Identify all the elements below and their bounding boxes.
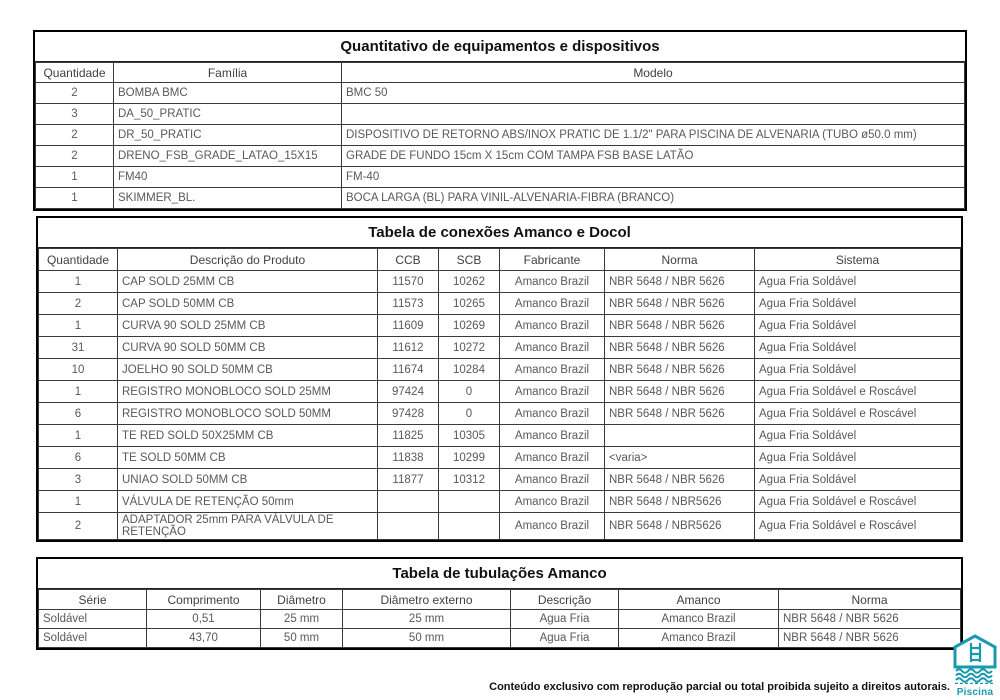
table-cell: 3 <box>36 104 114 125</box>
equipment-table-body <box>36 83 965 209</box>
table-cell <box>439 491 500 513</box>
table-cell: Amanco Brazil <box>500 293 605 315</box>
table-cell: GRADE DE FUNDO 15cm X 15cm COM TAMPA FSB BASE LATÃO <box>342 146 965 167</box>
table-cell: Agua Fria Soldável e Roscável <box>755 381 961 403</box>
table-row <box>39 491 961 513</box>
table-row <box>39 403 961 425</box>
table-cell: 1 <box>36 188 114 209</box>
pool-house-icon <box>953 671 997 688</box>
equipment-table <box>35 62 965 209</box>
table-cell <box>342 104 965 125</box>
table-cell: Amanco Brazil <box>619 610 779 629</box>
table-cell <box>439 513 500 540</box>
table-cell: 1 <box>39 425 118 447</box>
table-cell: Agua Fria Soldável e Roscável <box>755 513 961 540</box>
table-cell: 10299 <box>439 447 500 469</box>
column-header: Série <box>39 590 147 610</box>
table-cell: Agua Fria Soldável <box>755 359 961 381</box>
table-cell: DA_50_PRATIC <box>114 104 342 125</box>
table-cell: 1 <box>39 491 118 513</box>
column-header: Modelo <box>342 63 965 83</box>
connections-table <box>38 248 961 540</box>
table-cell: 2 <box>36 146 114 167</box>
table-cell: NBR 5648 / NBR5626 <box>605 491 755 513</box>
table-cell <box>605 425 755 447</box>
table-cell: 10305 <box>439 425 500 447</box>
column-header: Norma <box>605 249 755 271</box>
table-cell: REGISTRO MONOBLOCO SOLD 25MM <box>118 381 378 403</box>
table-cell: Soldável <box>39 629 147 648</box>
table-cell: Agua Fria Soldável <box>755 425 961 447</box>
table-cell: Agua Fria Soldável <box>755 447 961 469</box>
table-row <box>39 425 961 447</box>
table-cell: NBR 5648 / NBR 5626 <box>779 610 961 629</box>
table-cell: NBR 5648 / NBR 5626 <box>605 315 755 337</box>
pipes-table-body <box>39 610 961 648</box>
table-cell: 11570 <box>378 271 439 293</box>
table-cell: FM40 <box>114 167 342 188</box>
table-cell: 25 mm <box>261 610 343 629</box>
table-cell: Amanco Brazil <box>500 271 605 293</box>
column-header: SCB <box>439 249 500 271</box>
table-header-row <box>39 590 961 610</box>
table-cell: Amanco Brazil <box>500 447 605 469</box>
table-cell: Agua Fria Soldável e Roscável <box>755 491 961 513</box>
column-header: Norma <box>779 590 961 610</box>
table-cell: Amanco Brazil <box>500 359 605 381</box>
table-cell: Agua Fria Soldável e Roscável <box>755 403 961 425</box>
column-header: Sistema <box>755 249 961 271</box>
table-cell: REGISTRO MONOBLOCO SOLD 50MM <box>118 403 378 425</box>
table-cell: ADAPTADOR 25mm PARA VÁLVULA DE RETENÇÃO <box>118 513 378 540</box>
table-row <box>36 104 965 125</box>
table-cell: CAP SOLD 50MM CB <box>118 293 378 315</box>
table-cell: 6 <box>39 447 118 469</box>
table-cell: NBR 5648 / NBR 5626 <box>605 381 755 403</box>
table-row <box>39 293 961 315</box>
table-cell: NBR 5648 / NBR 5626 <box>779 629 961 648</box>
table-cell: 2 <box>36 125 114 146</box>
table-row <box>39 381 961 403</box>
table-row <box>39 610 961 629</box>
column-header: Descrição <box>511 590 619 610</box>
equipment-table-section <box>33 30 967 211</box>
table-cell: Amanco Brazil <box>500 381 605 403</box>
column-header: CCB <box>378 249 439 271</box>
table-cell: 10265 <box>439 293 500 315</box>
table-cell: SKIMMER_BL. <box>114 188 342 209</box>
table-cell <box>378 513 439 540</box>
table-row <box>39 629 961 648</box>
table-cell: 6 <box>39 403 118 425</box>
table-cell: BOMBA BMC <box>114 83 342 104</box>
column-header: Família <box>114 63 342 83</box>
table-cell: Amanco Brazil <box>500 513 605 540</box>
table-cell: Amanco Brazil <box>500 469 605 491</box>
pipes-table-title: Tabela de tubulações Amanco <box>38 559 961 589</box>
table-cell <box>378 491 439 513</box>
table-cell: NBR 5648 / NBR 5626 <box>605 293 755 315</box>
column-header: Descrição do Produto <box>118 249 378 271</box>
table-cell: 1 <box>39 315 118 337</box>
table-row <box>36 167 965 188</box>
table-cell: VÁLVULA DE RETENÇÃO 50mm <box>118 491 378 513</box>
table-cell: 10272 <box>439 337 500 359</box>
table-cell: Amanco Brazil <box>500 315 605 337</box>
table-cell: 11877 <box>378 469 439 491</box>
table-cell: 10269 <box>439 315 500 337</box>
logo-wordmark: Piscina <box>956 687 994 698</box>
table-header-row <box>39 249 961 271</box>
table-cell: 1 <box>39 381 118 403</box>
table-row <box>36 146 965 167</box>
table-cell: Agua Fria <box>511 629 619 648</box>
table-cell: CAP SOLD 25MM CB <box>118 271 378 293</box>
table-cell: NBR 5648 / NBR 5626 <box>605 337 755 359</box>
connections-table-title: Tabela de conexões Amanco e Docol <box>38 218 961 248</box>
table-cell: 10284 <box>439 359 500 381</box>
table-cell: Agua Fria <box>511 610 619 629</box>
table-cell: 43,70 <box>147 629 261 648</box>
table-cell: 10312 <box>439 469 500 491</box>
table-cell: 1 <box>36 167 114 188</box>
table-cell: 11825 <box>378 425 439 447</box>
table-row <box>39 271 961 293</box>
table-cell: UNIAO SOLD 50MM CB <box>118 469 378 491</box>
table-cell: BMC 50 <box>342 83 965 104</box>
connections-table-section <box>36 216 963 542</box>
table-cell: 0 <box>439 403 500 425</box>
column-header: Diâmetro <box>261 590 343 610</box>
table-cell: NBR 5648 / NBR5626 <box>605 513 755 540</box>
table-row <box>39 359 961 381</box>
column-header: Comprimento <box>147 590 261 610</box>
table-cell: Amanco Brazil <box>500 403 605 425</box>
table-row <box>36 83 965 104</box>
table-cell: 50 mm <box>343 629 511 648</box>
table-cell: Agua Fria Soldável <box>755 337 961 359</box>
table-row <box>36 188 965 209</box>
table-cell: 11609 <box>378 315 439 337</box>
table-cell: 50 mm <box>261 629 343 648</box>
table-row <box>39 469 961 491</box>
table-cell: DRENO_FSB_GRADE_LATAO_15X15 <box>114 146 342 167</box>
table-cell: 2 <box>39 293 118 315</box>
table-cell: <varia> <box>605 447 755 469</box>
table-cell: 2 <box>36 83 114 104</box>
copyright-note: Conteúdo exclusivo com reprodução parcial ou total proibida sujeito a direitos autorais. <box>489 681 950 693</box>
table-cell: 31 <box>39 337 118 359</box>
table-cell: Agua Fria Soldável <box>755 315 961 337</box>
pipes-table-section <box>36 557 963 650</box>
table-cell: CURVA 90 SOLD 25MM CB <box>118 315 378 337</box>
table-cell: DR_50_PRATIC <box>114 125 342 146</box>
column-header: Diâmetro externo <box>343 590 511 610</box>
table-row <box>39 447 961 469</box>
table-cell: 11674 <box>378 359 439 381</box>
table-cell: 10 <box>39 359 118 381</box>
table-cell: DISPOSITIVO DE RETORNO ABS/INOX PRATIC DE 1.1/2" PARA PISCINA DE ALVENARIA (TUBO ø50.0 mm) <box>342 125 965 146</box>
table-row <box>39 315 961 337</box>
table-cell: 97424 <box>378 381 439 403</box>
table-cell: NBR 5648 / NBR 5626 <box>605 359 755 381</box>
table-cell: 0 <box>439 381 500 403</box>
connections-table-body <box>39 271 961 540</box>
table-cell: Amanco Brazil <box>500 337 605 359</box>
table-cell: 10262 <box>439 271 500 293</box>
column-header: Amanco <box>619 590 779 610</box>
table-cell: Agua Fria Soldável <box>755 293 961 315</box>
table-cell: Agua Fria Soldável <box>755 469 961 491</box>
table-cell: JOELHO 90 SOLD 50MM CB <box>118 359 378 381</box>
table-cell: TE RED SOLD 50X25MM CB <box>118 425 378 447</box>
table-cell: NBR 5648 / NBR 5626 <box>605 271 755 293</box>
table-cell: NBR 5648 / NBR 5626 <box>605 469 755 491</box>
table-row <box>39 513 961 540</box>
pipes-table <box>38 589 961 648</box>
table-cell: 11612 <box>378 337 439 359</box>
table-cell: 1 <box>39 271 118 293</box>
piscina-logo <box>951 634 999 698</box>
table-cell: 3 <box>39 469 118 491</box>
table-row <box>36 125 965 146</box>
table-cell: Soldável <box>39 610 147 629</box>
table-cell: NBR 5648 / NBR 5626 <box>605 403 755 425</box>
table-cell: FM-40 <box>342 167 965 188</box>
table-cell: TE SOLD 50MM CB <box>118 447 378 469</box>
table-cell: 2 <box>39 513 118 540</box>
table-cell: 97428 <box>378 403 439 425</box>
table-cell: Amanco Brazil <box>619 629 779 648</box>
table-cell: CURVA 90 SOLD 50MM CB <box>118 337 378 359</box>
column-header: Quantidade <box>36 63 114 83</box>
table-cell: 11573 <box>378 293 439 315</box>
equipment-table-title: Quantitativo de equipamentos e dispositivos <box>35 32 965 62</box>
column-header: Fabricante <box>500 249 605 271</box>
table-cell: Agua Fria Soldável <box>755 271 961 293</box>
table-cell: Amanco Brazil <box>500 491 605 513</box>
table-cell: 11838 <box>378 447 439 469</box>
column-header: Quantidade <box>39 249 118 271</box>
table-cell: Amanco Brazil <box>500 425 605 447</box>
table-row <box>39 337 961 359</box>
table-cell: BOCA LARGA (BL) PARA VINIL-ALVENARIA-FIBRA (BRANCO) <box>342 188 965 209</box>
table-cell: 25 mm <box>343 610 511 629</box>
table-cell: 0,51 <box>147 610 261 629</box>
table-header-row <box>36 63 965 83</box>
